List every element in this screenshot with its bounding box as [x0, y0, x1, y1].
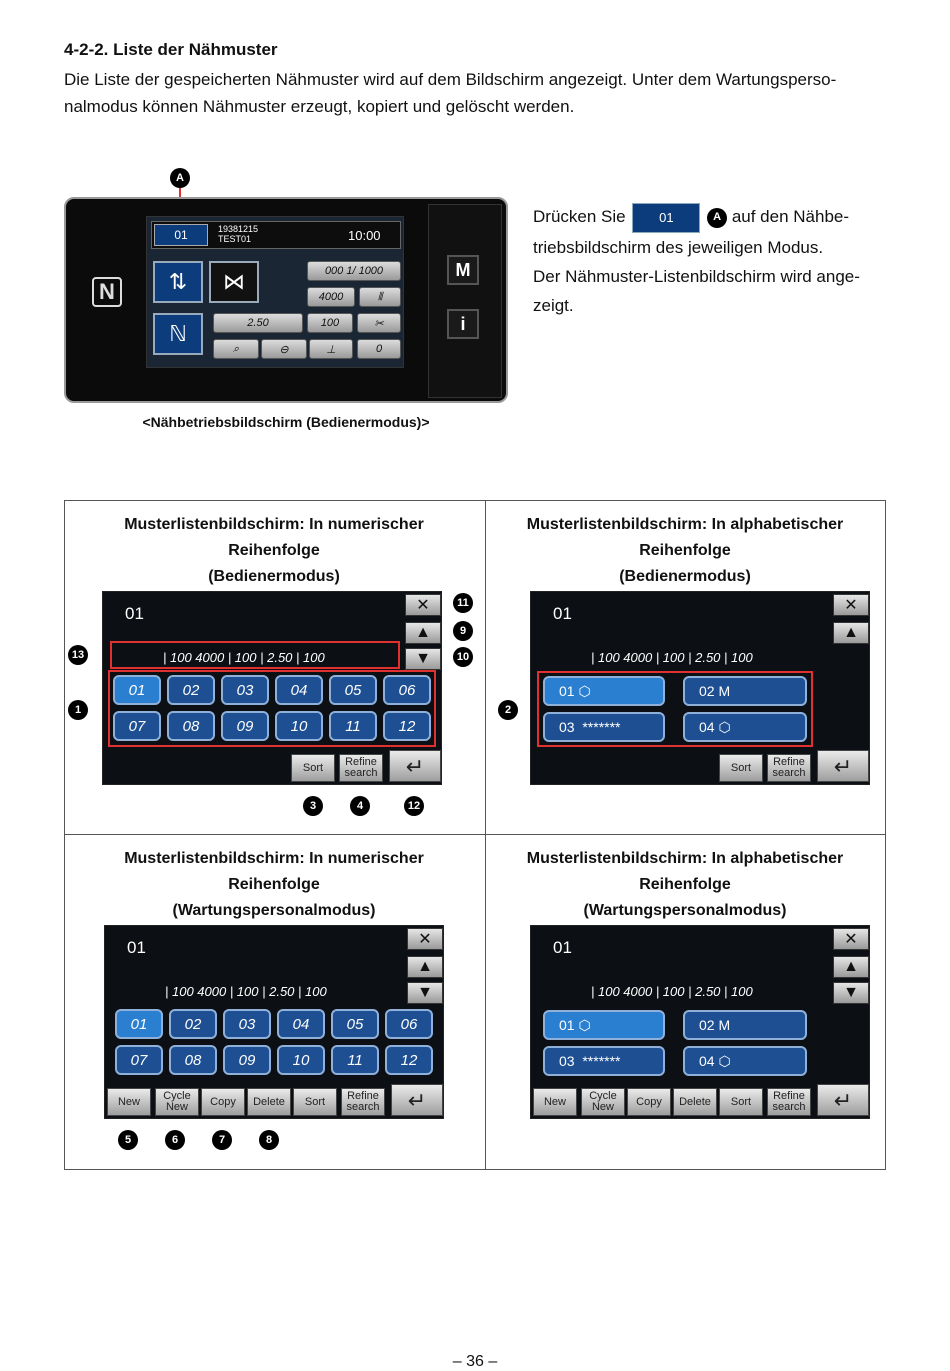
- enter-button[interactable]: ↵: [817, 1084, 869, 1116]
- info-row: | 100 4000 | 100 | 2.50 | 100: [591, 984, 753, 999]
- device-lcd: [146, 216, 404, 368]
- refine-search-button[interactable]: Refine search: [341, 1088, 385, 1116]
- pattern-button-04[interactable]: 04: [277, 1009, 325, 1039]
- sort-button[interactable]: Sort: [719, 1088, 763, 1116]
- highlight-info: [110, 641, 400, 669]
- refine-search-button[interactable]: Refine search: [767, 1088, 811, 1116]
- pattern-button-07[interactable]: 07: [113, 711, 161, 741]
- up-button[interactable]: ▲: [833, 956, 869, 978]
- cycle-new-button[interactable]: Cycle New: [155, 1088, 199, 1116]
- pattern-button-06[interactable]: 06: [385, 1009, 433, 1039]
- device-topbar: [151, 221, 401, 249]
- tc-button[interactable]: ⫴: [359, 287, 401, 307]
- close-button[interactable]: ✕: [833, 594, 869, 616]
- pattern-button-08[interactable]: 08: [167, 711, 215, 741]
- desc-part1: Drücken Sie: [533, 207, 626, 226]
- sort-button[interactable]: Sort: [293, 1088, 337, 1116]
- down-button[interactable]: ▼: [405, 648, 441, 670]
- delete-button[interactable]: Delete: [247, 1088, 291, 1116]
- pattern-button-02[interactable]: 02: [167, 675, 215, 705]
- pattern-button-11[interactable]: 11: [331, 1045, 379, 1075]
- pattern-button-12[interactable]: 12: [385, 1045, 433, 1075]
- description: [533, 202, 893, 320]
- pattern-grid-2: [115, 1009, 445, 1079]
- pattern-name: TEST01: [218, 234, 252, 244]
- desc-pattern-button: 01: [632, 203, 700, 233]
- up-button[interactable]: ▲: [833, 622, 869, 644]
- screen-header: 01: [125, 604, 144, 623]
- search-button[interactable]: ⌕: [213, 339, 259, 359]
- section-title: 4-2-2. Liste der Nähmuster: [64, 40, 278, 59]
- close-button[interactable]: ✕: [833, 928, 869, 950]
- intro-text: Die Liste der gespeicherten Nähmuster wird auf dem Bildschirm angezeigt. Unter dem Wartungsperso-nalmodus können Nähmuster erzeugt, kopiert und gelöscht werden.: [64, 70, 837, 116]
- enter-button[interactable]: ↵: [391, 1084, 443, 1116]
- copy-button[interactable]: Copy: [201, 1088, 245, 1116]
- marker-6: 6: [165, 1130, 185, 1150]
- device-caption: <Nähbetriebsbildschirm (Bedienermodus)>: [142, 414, 430, 430]
- desc-part2: auf den Nähbe-triebsbildschirm des jeweiligen Modus.: [533, 207, 850, 257]
- down-button[interactable]: ▼: [833, 982, 869, 1004]
- pattern-button-01[interactable]: 01: [115, 1009, 163, 1039]
- pattern-code: 19381215: [218, 224, 259, 234]
- sew-mode-button-1[interactable]: ⇅: [153, 261, 203, 303]
- pattern-button-07[interactable]: 07: [115, 1045, 163, 1075]
- pattern-button-03[interactable]: 03: [223, 1009, 271, 1039]
- pattern-button-05[interactable]: 05: [331, 1009, 379, 1039]
- scissors-button[interactable]: ✂: [357, 313, 401, 333]
- clock: 10:00: [348, 228, 381, 243]
- pattern-button-09[interactable]: 09: [221, 711, 269, 741]
- cycle-new-button[interactable]: Cycle New: [581, 1088, 625, 1116]
- pattern-grid-1: [113, 675, 443, 745]
- pattern-button-11[interactable]: 11: [329, 711, 377, 741]
- alpha-item-3[interactable]: 03 *******: [543, 712, 665, 742]
- delete-button[interactable]: Delete: [673, 1088, 717, 1116]
- alpha-item-3[interactable]: 03 *******: [543, 1046, 665, 1076]
- screen-header: 01: [553, 604, 572, 623]
- cell-title-3: Musterlistenbildschirm: In numerischer Reihenfolge (Wartungspersonalmodus): [124, 850, 424, 919]
- pattern-button-04[interactable]: 04: [275, 675, 323, 705]
- marker-8: 8: [259, 1130, 279, 1150]
- info-row: | 100 4000 | 100 | 2.50 | 100: [163, 650, 325, 665]
- thread-button[interactable]: ⊖: [261, 339, 307, 359]
- pattern-button-03[interactable]: 03: [221, 675, 269, 705]
- marker-9: 9: [453, 621, 473, 641]
- refine-search-button[interactable]: Refine search: [339, 754, 383, 782]
- alpha-item-4[interactable]: 04 ⬡: [683, 1046, 807, 1076]
- pattern-button-10[interactable]: 10: [277, 1045, 325, 1075]
- marker-7: 7: [212, 1130, 232, 1150]
- table-divider-v: [485, 500, 486, 1170]
- pattern-button-02[interactable]: 02: [169, 1009, 217, 1039]
- page-number: – 36 –: [452, 1353, 498, 1370]
- highlight-alpha-list: [537, 671, 813, 747]
- alpha-item-4[interactable]: 04 ⬡: [683, 712, 807, 742]
- presser-button[interactable]: 100: [307, 313, 353, 333]
- pattern-button-10[interactable]: 10: [275, 711, 323, 741]
- sort-button[interactable]: Sort: [291, 754, 335, 782]
- new-button[interactable]: New: [107, 1088, 151, 1116]
- info-row: | 100 4000 | 100 | 2.50 | 100: [591, 650, 753, 665]
- marker-10: 10: [453, 647, 473, 667]
- marker-1: 1: [68, 700, 88, 720]
- marker-2: 2: [498, 700, 518, 720]
- marker-12: 12: [404, 796, 424, 816]
- pattern-button-01[interactable]: 01: [113, 675, 161, 705]
- close-button[interactable]: ✕: [407, 928, 443, 950]
- pattern-button-09[interactable]: 09: [223, 1045, 271, 1075]
- enter-button[interactable]: ↵: [817, 750, 869, 782]
- cell-title-2: Musterlistenbildschirm: In alphabetischer Reihenfolge (Bedienermodus): [526, 516, 844, 585]
- stitch-count-button[interactable]: 4000: [307, 287, 355, 307]
- copy-button[interactable]: Copy: [627, 1088, 671, 1116]
- close-button[interactable]: ✕: [405, 594, 441, 616]
- pattern-button-05[interactable]: 05: [329, 675, 377, 705]
- m-key[interactable]: M: [447, 255, 479, 285]
- sort-button[interactable]: Sort: [719, 754, 763, 782]
- marker-11: 11: [453, 593, 473, 613]
- counter-button[interactable]: 000 1/ 1000: [307, 261, 401, 281]
- screen-header: 01: [553, 938, 572, 957]
- marker-3: 3: [303, 796, 323, 816]
- device-panel: [64, 197, 508, 403]
- enter-button[interactable]: ↵: [389, 750, 441, 782]
- alpha-item-2[interactable]: 02 M: [683, 676, 807, 706]
- up-button[interactable]: ▲: [405, 622, 441, 644]
- down-button[interactable]: ▼: [407, 982, 443, 1004]
- marker-13: 13: [68, 645, 88, 665]
- marker-5: 5: [118, 1130, 138, 1150]
- alpha-item-2[interactable]: 02 M: [683, 1010, 807, 1040]
- pattern-button-12[interactable]: 12: [383, 711, 431, 741]
- bobbin-button[interactable]: 0: [357, 339, 401, 359]
- pitch-button[interactable]: 2.50: [213, 313, 303, 333]
- info-key[interactable]: i: [447, 309, 479, 339]
- info-row: | 100 4000 | 100 | 2.50 | 100: [165, 984, 327, 999]
- new-button[interactable]: New: [533, 1088, 577, 1116]
- alpha-item-1[interactable]: 01 ⬡: [543, 1010, 665, 1040]
- alpha-item-1[interactable]: 01 ⬡: [543, 676, 665, 706]
- marker-a: A: [170, 168, 190, 188]
- needle-button[interactable]: ⊥: [309, 339, 353, 359]
- sew-mode-button-3[interactable]: ℕ: [153, 313, 203, 355]
- pattern-number-button[interactable]: 01: [154, 224, 208, 246]
- cell-title-1: Musterlistenbildschirm: In numerischer Reihenfolge (Bedienermodus): [124, 516, 424, 585]
- pattern-button-06[interactable]: 06: [383, 675, 431, 705]
- marker-4: 4: [350, 796, 370, 816]
- up-button[interactable]: ▲: [407, 956, 443, 978]
- refine-search-button[interactable]: Refine search: [767, 754, 811, 782]
- table-divider-h: [64, 834, 886, 835]
- nfc-icon: N: [92, 277, 122, 307]
- cell-title-4: Musterlistenbildschirm: In alphabetischer Reihenfolge (Wartungspersonalmodus): [526, 850, 844, 919]
- screen-header: 01: [127, 938, 146, 957]
- pattern-button-08[interactable]: 08: [169, 1045, 217, 1075]
- sew-mode-button-2[interactable]: ⋈: [209, 261, 259, 303]
- desc-marker-a: A: [707, 208, 727, 228]
- screen-alpha-maintenance: [530, 925, 870, 1119]
- device-side-panel: [428, 204, 502, 398]
- desc-part3: Der Nähmuster-Listenbildschirm wird ange-zeigt.: [533, 266, 860, 315]
